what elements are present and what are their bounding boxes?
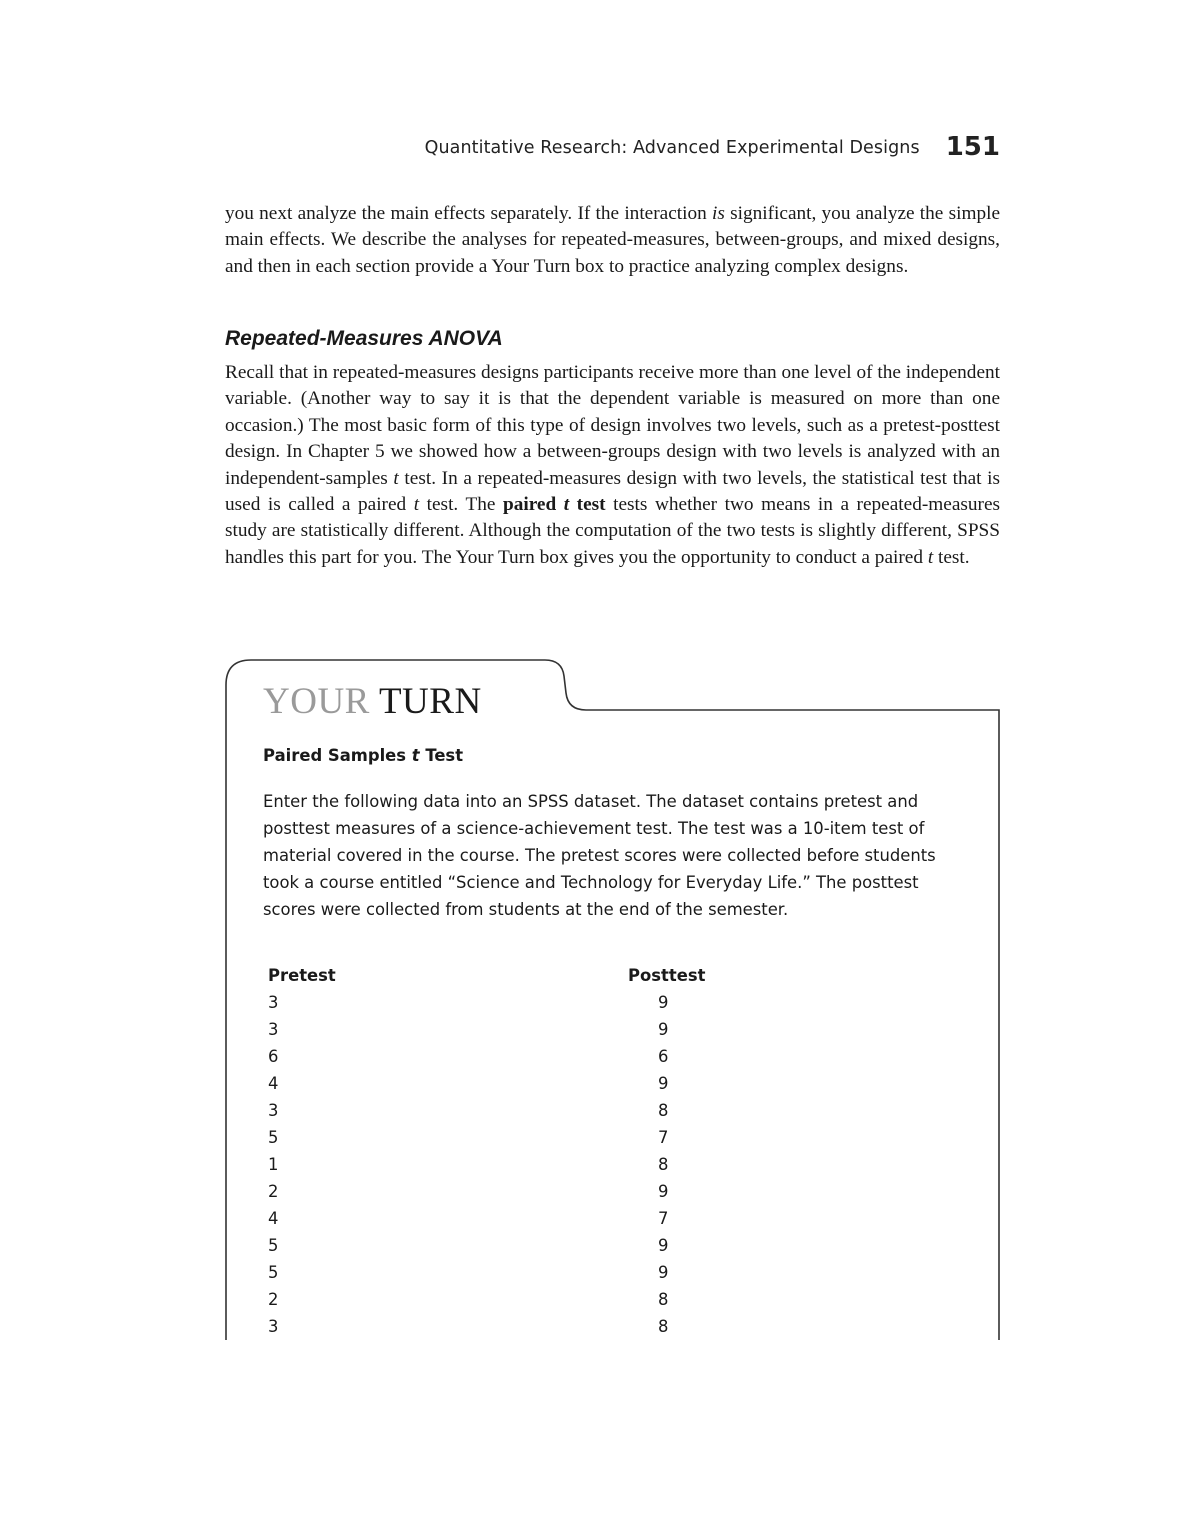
posttest-cell: 7 — [658, 1209, 669, 1228]
posttest-cell: 9 — [658, 1182, 669, 1201]
posttest-cell: 8 — [658, 1317, 669, 1336]
pretest-cell: 2 — [268, 1290, 279, 1309]
table-row — [264, 989, 758, 1016]
table-row — [264, 1124, 758, 1151]
table-row — [264, 1043, 758, 1070]
your-turn-instructions: Enter the following data into an SPSS dataset. The dataset contains pretest and posttest measures of a science-achievement test. The test was a 10-item test of material covered in the course. The pretest scores were collected before students took a course entitled “Science and Technology for Everyday Life.” The posttest scores were collected from students at the end of the semester. — [263, 792, 936, 920]
pretest-cell: 3 — [268, 1317, 279, 1336]
running-head-title: Quantitative Research: Advanced Experimental Designs — [424, 138, 920, 158]
posttest-cell: 6 — [658, 1047, 669, 1066]
table-header-row — [264, 962, 758, 989]
pretest-cell: 5 — [268, 1263, 279, 1282]
pretest-cell: 4 — [268, 1074, 279, 1093]
page-number: 151 — [945, 132, 1000, 162]
pretest-cell: 5 — [268, 1236, 279, 1255]
paragraph-2: Recall that in repeated-measures designs participants receive more than one level of the independent variable. (Another way to say it is that the dependent variable is measured on more than one occasion.) The most basic form of this type of design involves two levels, such as a pretest-posttest design. In Chapter 5 we showed how a between-groups design with two levels is analyzed with an independent-samples t test. In a repeated-measures design with two levels, the statistical test that is used is called a paired t test. The paired t test tests whether two means in a repeated-measures study are statistically different. Although the computation of the two tests is slightly different, SPSS handles this part for you. The Your Turn box gives you the opportunity to conduct a paired t test. — [225, 362, 1001, 568]
table-row — [264, 1070, 758, 1097]
posttest-cell: 9 — [658, 1236, 669, 1255]
data-table — [264, 962, 758, 1340]
pretest-cell: 1 — [268, 1155, 279, 1174]
pretest-cell: 6 — [268, 1047, 279, 1066]
table-row — [264, 1178, 758, 1205]
your-turn-title: YOUR TURN — [263, 681, 482, 722]
pretest-cell: 3 — [268, 1101, 279, 1120]
posttest-cell: 8 — [658, 1290, 669, 1309]
table-row — [264, 1232, 758, 1259]
paragraph-1: you next analyze the main effects separately. If the interaction is significant, you analyze the simple main effects. We describe the analyses for repeated-measures, between-groups, and mixed designs, and then in each section provide a Your Turn box to practice analyzing complex designs. — [225, 203, 1000, 277]
posttest-cell: 8 — [658, 1155, 669, 1174]
table-row — [264, 1151, 758, 1178]
table-row — [264, 1097, 758, 1124]
your-turn-subtitle: Paired Samples t Test — [263, 746, 464, 765]
posttest-cell: 7 — [658, 1128, 669, 1147]
table-row — [264, 1313, 758, 1340]
table-row — [264, 1259, 758, 1286]
pretest-cell: 4 — [268, 1209, 279, 1228]
posttest-cell: 9 — [658, 1074, 669, 1093]
pretest-cell: 5 — [268, 1128, 279, 1147]
posttest-cell: 9 — [658, 993, 669, 1012]
header-posttest: Posttest — [628, 966, 706, 985]
posttest-cell: 8 — [658, 1101, 669, 1120]
table-row — [264, 1286, 758, 1313]
pretest-cell: 2 — [268, 1182, 279, 1201]
pretest-cell: 3 — [268, 1020, 279, 1039]
posttest-cell: 9 — [658, 1263, 669, 1282]
pretest-cell: 3 — [268, 993, 279, 1012]
section-heading: Repeated-Measures ANOVA — [225, 327, 503, 350]
table-row — [264, 1205, 758, 1232]
table-row — [264, 1016, 758, 1043]
header-pretest: Pretest — [268, 966, 336, 985]
key-term: paired t test — [502, 494, 606, 516]
posttest-cell: 9 — [658, 1020, 669, 1039]
